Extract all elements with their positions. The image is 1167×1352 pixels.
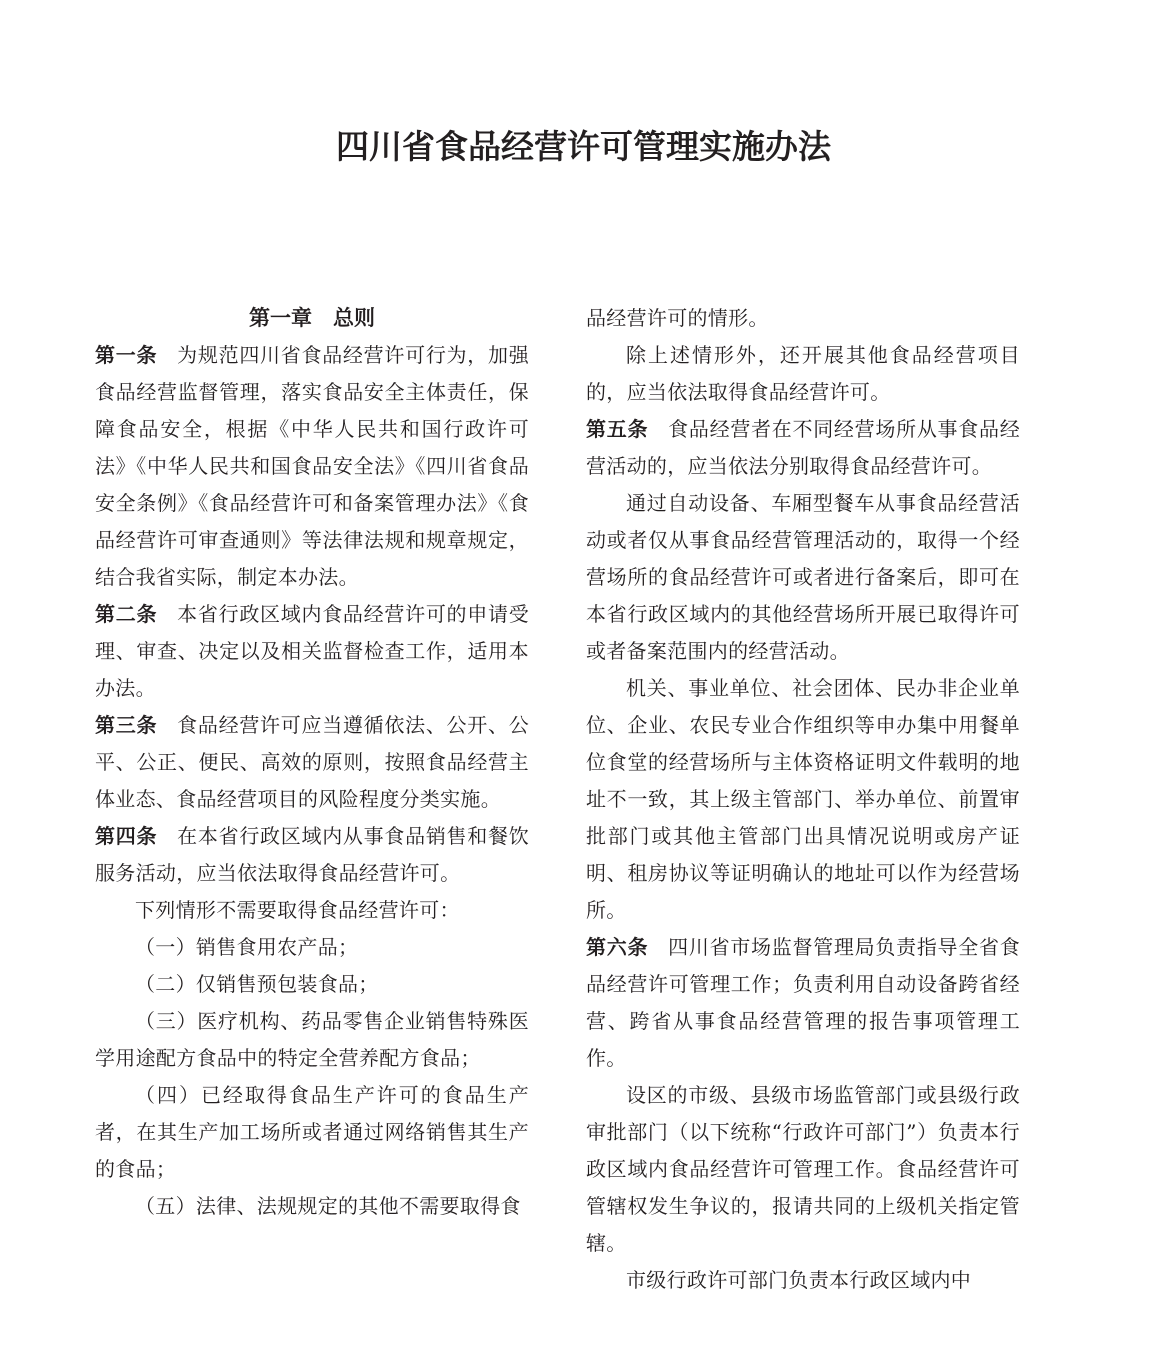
chapter-heading: 第一章 总则 — [249, 306, 375, 330]
paragraph: 设区的市级、县级市场监管部门或县级行政审批部门（以下统称“行政许可部门”）负责本行政区域内食品经营许可管理工作。食品经营许可管辖权发生争议的，报请共同的上级机关指定管辖。 — [586, 1083, 1020, 1255]
paragraph: 市级行政许可部门负责本行政区域内中 — [626, 1268, 972, 1292]
paragraph: 下列情形不需要取得食品经营许可： — [135, 898, 460, 922]
article-text: 食品经营许可应当遵循依法、公开、公平、公正、便民、高效的原则，按照食品经营主体业态、食品经营项目的风险程度分类实施。 — [95, 713, 529, 811]
article-text: 在本省行政区域内从事食品销售和餐饮服务活动，应当依法取得食品经营许可。 — [95, 824, 529, 885]
article-label: 第三条 — [95, 713, 158, 737]
left-column — [95, 300, 529, 1225]
list-item: （二）仅销售预包装食品； — [135, 972, 379, 996]
article-label: 第六条 — [586, 935, 649, 959]
article-label: 第四条 — [95, 824, 158, 848]
continued-paragraph: 品经营许可的情形。 — [586, 306, 769, 330]
paragraph: 除上述情形外，还开展其他食品经营项目的，应当依法取得食品经营许可。 — [586, 343, 1020, 404]
document-title: 四川省食品经营许可管理实施办法 — [336, 127, 831, 166]
list-item: （四）已经取得食品生产许可的食品生产者，在其生产加工场所或者通过网络销售其生产的食品； — [95, 1083, 529, 1181]
list-item: （五）法律、法规规定的其他不需要取得食 — [135, 1194, 521, 1218]
article-text: 四川省市场监督管理局负责指导全省食品经营许可管理工作；负责利用自动设备跨省经营、跨省从事食品经营管理的报告事项管理工作。 — [586, 935, 1020, 1070]
article-5 — [586, 411, 1020, 485]
article-text: 食品经营者在不同经营场所从事食品经营活动的，应当依法分别取得食品经营许可。 — [586, 417, 1020, 478]
paragraph: 机关、事业单位、社会团体、民办非企业单位、企业、农民专业合作组织等申办集中用餐单位食堂的经营场所与主体资格证明文件载明的地址不一致，其上级主管部门、举办单位、前置审批部门或其他主管部门出具情况说明或房产证明、租房协议等证明确认的地址可以作为经营场所。 — [586, 676, 1020, 922]
article-3 — [95, 707, 529, 818]
list-item: （三）医疗机构、药品零售企业销售特殊医学用途配方食品中的特定全营养配方食品； — [95, 1009, 529, 1070]
paragraph: 通过自动设备、车厢型餐车从事食品经营活动或者仅从事食品经营管理活动的，取得一个经营场所的食品经营许可或者进行备案后，即可在本省行政区域内的其他经营场所开展已取得许可或者备案范围内的经营活动。 — [586, 491, 1020, 663]
article-label: 第二条 — [95, 602, 158, 626]
article-4 — [95, 818, 529, 892]
article-label: 第一条 — [95, 343, 158, 367]
article-6 — [586, 929, 1020, 1077]
article-1 — [95, 337, 529, 596]
list-item: （一）销售食用农产品； — [135, 935, 359, 959]
article-text: 为规范四川省食品经营许可行为，加强食品经营监督管理，落实食品安全主体责任，保障食品安全，根据《中华人民共和国行政许可法》《中华人民共和国食品安全法》《四川省食品安全条例》《食品经营许可和备案管理办法》《食品经营许可审查通则》等法律法规和规章规定，结合我省实际，制定本办法。 — [95, 343, 529, 589]
article-text: 本省行政区域内食品经营许可的申请受理、审查、决定以及相关监督检查工作，适用本办法。 — [95, 602, 529, 700]
right-column — [586, 300, 1020, 1299]
article-2 — [95, 596, 529, 707]
article-label: 第五条 — [586, 417, 649, 441]
